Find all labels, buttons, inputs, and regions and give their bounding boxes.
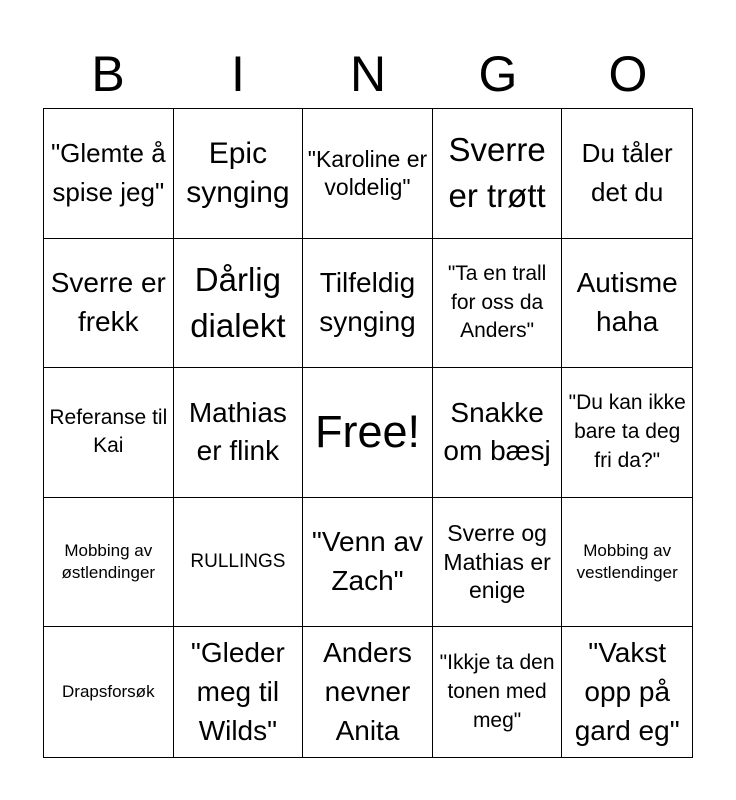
bingo-cell-text: Tilfeldig synging [319, 267, 416, 337]
bingo-cell-r4-c2[interactable] [174, 498, 304, 628]
bingo-cell-r5-c1[interactable] [44, 627, 174, 757]
free-space-label: Free! [314, 406, 420, 458]
bingo-cell-r3-c4[interactable] [433, 368, 563, 498]
bingo-cell-r2-c5[interactable] [562, 239, 692, 369]
bingo-cell-text: "Du kan ikke bare ta deg fri da?" [568, 391, 686, 472]
bingo-cell-r3-c1[interactable] [44, 368, 174, 498]
bingo-cell-r5-c3[interactable] [303, 627, 433, 757]
bingo-cell-text: "Gleder meg til Wilds" [190, 637, 285, 746]
bingo-cell-text: Autisme haha [576, 267, 678, 337]
bingo-cell-text: "Venn av Zach" [311, 526, 424, 597]
header-letter-n: N [349, 46, 387, 102]
header-letter-g: G [478, 46, 518, 102]
bingo-cell-text: "Ta en trall for oss da Anders" [447, 261, 547, 343]
bingo-cell-text: Epic synging [186, 137, 290, 210]
bingo-header [43, 40, 693, 108]
bingo-cell-r4-c3[interactable] [303, 498, 433, 628]
bingo-cell-text: Sverre er trøtt [448, 131, 546, 215]
bingo-cell-text: Sverre og Mathias er enige [443, 519, 551, 604]
header-letter-b: B [91, 46, 125, 102]
bingo-cell-text: Mobbing av vestlendinger [576, 541, 678, 583]
bingo-cell-r4-c1[interactable] [44, 498, 174, 628]
bingo-cell-text: Mobbing av østlendinger [61, 541, 156, 583]
bingo-cell-r1-c4[interactable] [433, 109, 563, 239]
bingo-cell-r3-c5[interactable] [562, 368, 692, 498]
bingo-cell-free-space[interactable] [303, 368, 433, 498]
bingo-cell-text: Referanse til Kai [49, 405, 168, 458]
bingo-cell-r3-c2[interactable] [174, 368, 304, 498]
bingo-cell-text: Snakke om bæsj [443, 396, 551, 467]
bingo-cell-text: Du tåler det du [581, 138, 673, 208]
bingo-cell-text: "Glemte å spise jeg" [50, 138, 166, 208]
bingo-cell-r2-c2[interactable] [174, 239, 304, 369]
bingo-cell-r2-c3[interactable] [303, 239, 433, 369]
bingo-cell-r1-c1[interactable] [44, 109, 174, 239]
bingo-cell-text: Dårlig dialekt [190, 260, 286, 344]
bingo-cell-text: "Ikkje ta den tonen med meg" [439, 651, 555, 732]
bingo-cell-text: Sverre er frekk [50, 267, 166, 337]
bingo-cell-r1-c2[interactable] [174, 109, 304, 239]
bingo-cell-r1-c5[interactable] [562, 109, 692, 239]
bingo-cell-r5-c5[interactable] [562, 627, 692, 757]
bingo-cell-text: "Karoline er voldelig" [307, 145, 428, 201]
bingo-cell-r4-c5[interactable] [562, 498, 692, 628]
bingo-cell-text: Mathias er flink [188, 396, 287, 467]
bingo-cell-r5-c2[interactable] [174, 627, 304, 757]
bingo-cell-text: "Vakst opp på gard eg" [574, 637, 680, 746]
header-letter-o: O [608, 46, 648, 102]
bingo-cell-r2-c1[interactable] [44, 239, 174, 369]
bingo-cell-text: Drapsforsøk [62, 682, 155, 702]
bingo-cell-r4-c4[interactable] [433, 498, 563, 628]
bingo-card-grid [43, 108, 693, 758]
bingo-cell-text: RULLINGS [190, 550, 286, 572]
bingo-cell-r2-c4[interactable] [433, 239, 563, 369]
bingo-cell-text: Anders nevner Anita [323, 637, 412, 746]
bingo-cell-r5-c4[interactable] [433, 627, 563, 757]
header-letter-i: I [231, 46, 245, 102]
bingo-cell-r1-c3[interactable] [303, 109, 433, 239]
